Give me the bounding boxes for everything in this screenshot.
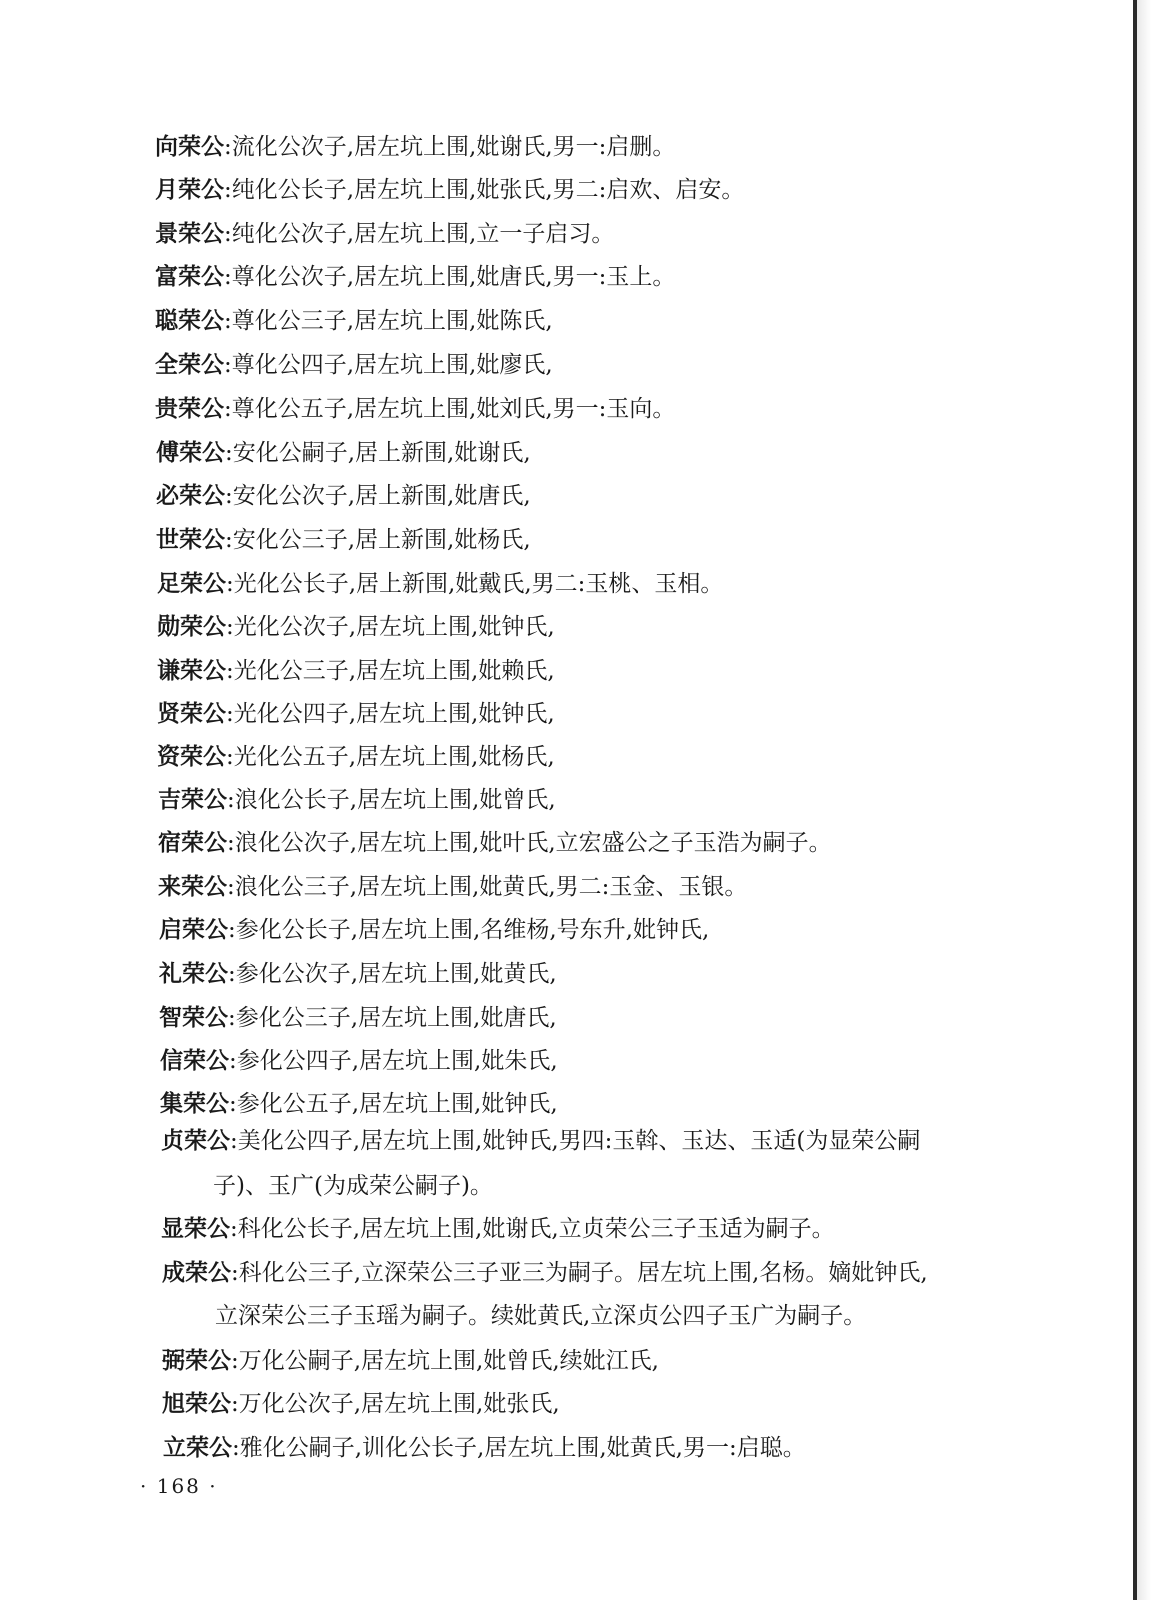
entry-text: :万化公嗣子,居左坑上围,妣曾氏,续妣江氏, xyxy=(231,1348,659,1374)
entry-name: 宿荣公 xyxy=(158,829,227,856)
entry-text: :参化公长子,居左坑上围,名维杨,号东升,妣钟氏, xyxy=(228,917,710,943)
entry-name: 显荣公 xyxy=(161,1215,230,1242)
page-edge xyxy=(1133,0,1137,1600)
entry-text: :纯化公长子,居左坑上围,妣张氏,男二:启欢、启安。 xyxy=(224,177,745,203)
entry-text: :尊化公次子,居左坑上围,妣唐氏,男一:玉上。 xyxy=(224,264,676,290)
entry-name: 集荣公 xyxy=(160,1090,229,1117)
page-number: · 168 · xyxy=(140,1474,218,1498)
entry-text: :美化公四子,居左坑上围,妣钟氏,男四:玉斡、玉达、玉适(为显荣公嗣 xyxy=(230,1128,921,1154)
entry-text: :浪化公次子,居左坑上围,妣叶氏,立宏盛公之子玉浩为嗣子。 xyxy=(227,830,832,856)
entry-text: :光化公五子,居左坑上围,妣杨氏, xyxy=(226,744,555,770)
entry-name: 聪荣公 xyxy=(155,307,224,334)
entry-name: 贤荣公 xyxy=(157,700,226,727)
entry-name: 全荣公 xyxy=(155,351,224,378)
entry-text: :参化公三子,居左坑上围,妣唐氏, xyxy=(228,1005,557,1031)
entry-text: :科化公三子,立深荣公三子亚三为嗣子。居左坑上围,名杨。嫡妣钟氏, xyxy=(231,1260,928,1286)
entry-name: 礼荣公 xyxy=(159,960,228,987)
entry-text: :参化公四子,居左坑上围,妣朱氏, xyxy=(229,1048,558,1074)
entry-name: 傅荣公 xyxy=(156,439,225,466)
entry-text: :安化公次子,居上新围,妣唐氏, xyxy=(225,483,531,509)
entry-text: :尊化公三子,居左坑上围,妣陈氏, xyxy=(224,308,553,334)
entry-name: 成荣公 xyxy=(162,1259,231,1286)
entry-name: 贞荣公 xyxy=(161,1127,230,1154)
entry-name: 世荣公 xyxy=(156,526,225,553)
entry-text: :尊化公五子,居左坑上围,妣刘氏,男一:玉向。 xyxy=(224,396,676,422)
entry-text: :万化公次子,居左坑上围,妣张氏, xyxy=(231,1391,560,1417)
entry-name: 贵荣公 xyxy=(155,395,224,422)
entry-text: :参化公次子,居左坑上围,妣黄氏, xyxy=(228,961,557,987)
entry-text: :安化公三子,居上新围,妣杨氏, xyxy=(225,527,531,553)
entry-text: :光化公三子,居左坑上围,妣赖氏, xyxy=(226,658,555,684)
entry-name: 足荣公 xyxy=(157,570,226,597)
entry-continuation: 立深荣公三子玉瑶为嗣子。续妣黄氏,立深贞公四子玉广为嗣子。 xyxy=(215,1303,867,1329)
entry-name: 向荣公 xyxy=(155,133,224,160)
entry-name: 立荣公 xyxy=(163,1434,232,1461)
entry-text: :浪化公长子,居左坑上围,妣曾氏, xyxy=(227,787,556,813)
entry-text: :尊化公四子,居左坑上围,妣廖氏, xyxy=(224,352,553,378)
entry-text: :流化公次子,居左坑上围,妣谢氏,男一:启删。 xyxy=(224,134,676,160)
entry-continuation: 子)、玉广(为成荣公嗣子)。 xyxy=(213,1173,493,1199)
entry-text: :科化公长子,居左坑上围,妣谢氏,立贞荣公三子玉适为嗣子。 xyxy=(230,1216,835,1242)
entry-name: 景荣公 xyxy=(155,220,224,247)
entry-text: :雅化公嗣子,训化公长子,居左坑上围,妣黄氏,男一:启聪。 xyxy=(232,1435,806,1461)
entry-name: 必荣公 xyxy=(156,482,225,509)
entry-name: 资荣公 xyxy=(157,743,226,770)
entry-name: 谦荣公 xyxy=(157,657,226,684)
entry-text: :浪化公三子,居左坑上围,妣黄氏,男二:玉金、玉银。 xyxy=(227,874,748,900)
entry-text: :参化公五子,居左坑上围,妣钟氏, xyxy=(229,1091,558,1117)
entry-name: 富荣公 xyxy=(155,263,224,290)
entry-name: 月荣公 xyxy=(155,176,224,203)
entry-name: 勋荣公 xyxy=(157,613,226,640)
entry-name: 旭荣公 xyxy=(162,1390,231,1417)
entry-text: :光化公次子,居左坑上围,妣钟氏, xyxy=(226,614,555,640)
entry-text: :光化公四子,居左坑上围,妣钟氏, xyxy=(226,701,555,727)
entry-name: 智荣公 xyxy=(159,1004,228,1031)
entry-text: :安化公嗣子,居上新围,妣谢氏, xyxy=(225,440,531,466)
entry-name: 启荣公 xyxy=(159,916,228,943)
entry-text: :纯化公次子,居左坑上围,立一子启习。 xyxy=(224,221,615,247)
entry-name: 吉荣公 xyxy=(158,786,227,813)
entry-name: 弼荣公 xyxy=(162,1347,231,1374)
entry-name: 来荣公 xyxy=(158,873,227,900)
page-edge-shadow xyxy=(1137,0,1151,1600)
entry-text: :光化公长子,居上新围,妣戴氏,男二:玉桃、玉相。 xyxy=(226,571,724,597)
entry-name: 信荣公 xyxy=(160,1047,229,1074)
